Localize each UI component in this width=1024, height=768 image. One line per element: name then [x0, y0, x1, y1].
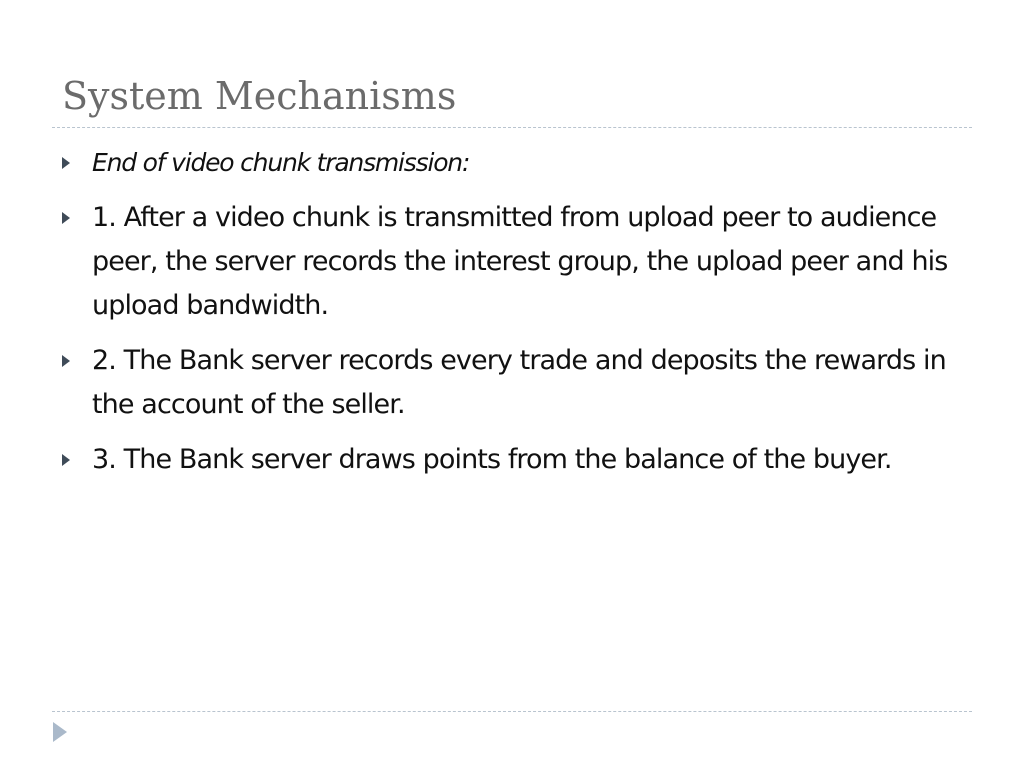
bullet-text: 3. The Bank server draws points from the balance of the buyer.: [92, 444, 892, 475]
bullet-list: [62, 141, 962, 493]
bullet-item: [62, 196, 962, 328]
bullet-item: [62, 438, 962, 482]
bullet-text: End of video chunk transmission:: [92, 148, 470, 177]
triangle-right-icon: [62, 157, 70, 169]
bullet-item: [62, 339, 962, 427]
footer-divider: [52, 711, 972, 712]
triangle-right-icon: [62, 355, 70, 367]
bullet-item: [62, 141, 962, 185]
corner-triangle-icon: [53, 722, 67, 742]
bullet-text: 2. The Bank server records every trade and deposits the rewards in the account of the seller.: [92, 345, 946, 420]
triangle-right-icon: [62, 454, 70, 466]
slide-title: System Mechanisms: [62, 74, 457, 118]
bullet-text: 1. After a video chunk is transmitted from upload peer to audience peer, the server records the interest group, the upload peer and his upload bandwidth.: [92, 202, 948, 321]
title-divider: [52, 127, 972, 128]
triangle-right-icon: [62, 212, 70, 224]
